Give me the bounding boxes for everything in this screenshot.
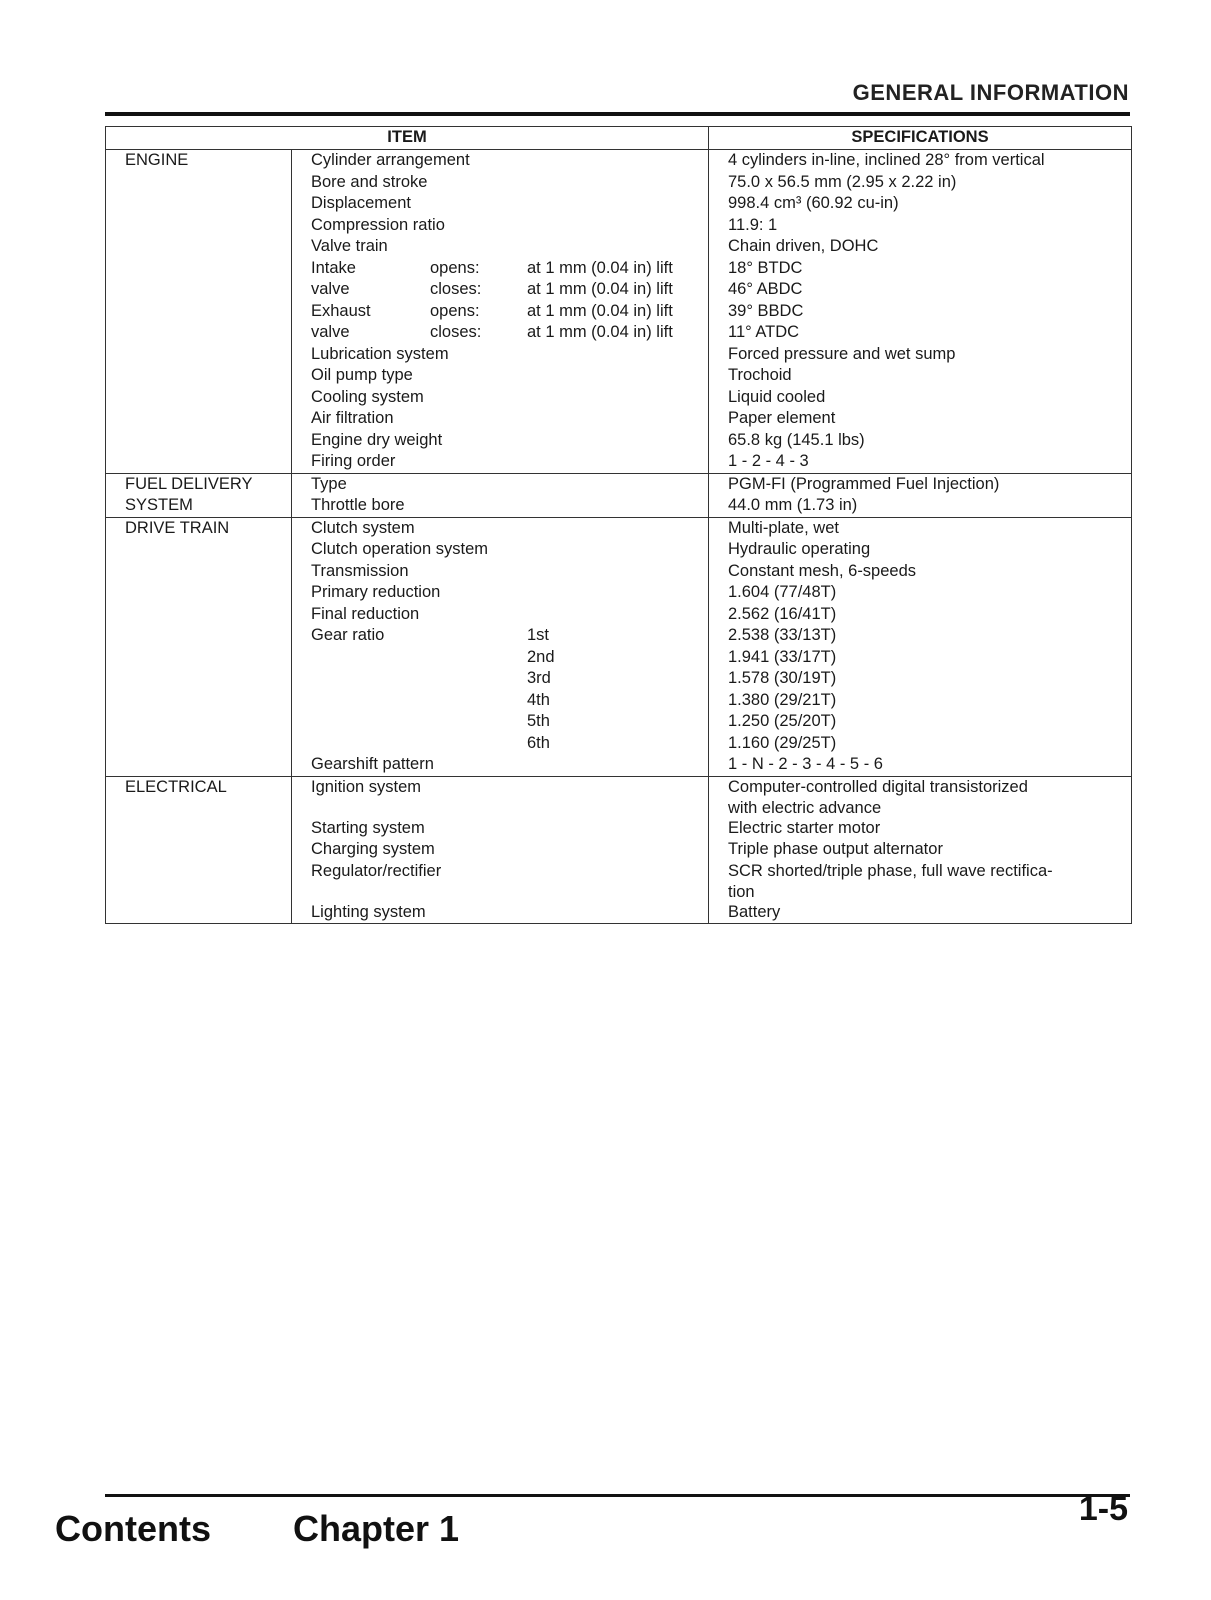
specifications-table bbox=[105, 126, 1132, 924]
footer-rule bbox=[105, 1494, 1130, 1497]
item-label: Lighting system bbox=[311, 902, 426, 921]
spec-value: Multi-plate, wet bbox=[728, 518, 839, 537]
section-engine bbox=[106, 150, 1131, 474]
item-label: Displacement bbox=[311, 194, 411, 212]
spec-value: Battery bbox=[728, 902, 781, 921]
item-label: Lubrication system bbox=[311, 344, 449, 363]
section-name-line: FUEL DELIVERY bbox=[125, 474, 253, 493]
item-label: Final reduction bbox=[311, 604, 420, 623]
section-fuel-delivery bbox=[106, 474, 1131, 518]
spec-value: Triple phase output alternator bbox=[728, 840, 943, 858]
item-sublabel: opens: bbox=[430, 301, 480, 320]
spec-value bbox=[728, 861, 1111, 902]
item-label: Compression ratio bbox=[311, 215, 445, 234]
spec-value: Trochoid bbox=[728, 366, 792, 384]
spec-value: 65.8 kg (145.1 lbs) bbox=[728, 430, 865, 449]
spec-value: 11° ATDC bbox=[728, 323, 800, 341]
item-condition: at 1 mm (0.04 in) lift bbox=[527, 258, 673, 277]
section-name: ENGINE bbox=[106, 150, 292, 473]
page-section-title: GENERAL INFORMATION bbox=[852, 80, 1129, 105]
spec-value: 1.604 (77/48T) bbox=[728, 583, 837, 601]
spec-value: Forced pressure and wet sump bbox=[728, 344, 956, 363]
item-row-gear-4 bbox=[311, 690, 708, 712]
section-specs bbox=[709, 777, 1131, 924]
item-label: Gear ratio bbox=[311, 626, 385, 644]
spec-value: 2.562 (16/41T) bbox=[728, 604, 837, 623]
section-electrical bbox=[106, 777, 1131, 924]
gear-label: 6th bbox=[527, 733, 550, 752]
section-specs bbox=[709, 150, 1131, 473]
gear-label: 1st bbox=[527, 626, 550, 644]
spec-value: Hydraulic operating bbox=[728, 540, 871, 558]
item-row-gear-5 bbox=[311, 711, 708, 733]
spec-value-line: Computer-controlled digital transistorized bbox=[728, 777, 1028, 796]
item-label: valve bbox=[311, 323, 350, 341]
item-row-exhaust-open bbox=[311, 301, 708, 323]
gear-label: 3rd bbox=[527, 669, 551, 687]
item-label: Gearshift pattern bbox=[311, 755, 434, 773]
item-label: Throttle bore bbox=[311, 496, 405, 514]
section-items bbox=[292, 777, 709, 924]
gear-label: 5th bbox=[527, 712, 550, 730]
item-label: Primary reduction bbox=[311, 583, 441, 601]
item-label: valve bbox=[311, 280, 350, 298]
item-label: Bore and stroke bbox=[311, 172, 428, 191]
section-drive-train bbox=[106, 518, 1131, 777]
column-header-specifications: SPECIFICATIONS bbox=[851, 128, 989, 146]
spec-value-line: SCR shorted/triple phase, full wave rectifica- bbox=[728, 861, 1053, 880]
spec-value-line: with electric advance bbox=[728, 799, 882, 817]
section-name-line: SYSTEM bbox=[125, 496, 193, 514]
gear-label: 4th bbox=[527, 690, 550, 709]
spec-value: Liquid cooled bbox=[728, 387, 826, 406]
spec-value: PGM-FI (Programmed Fuel Injection) bbox=[728, 474, 1000, 493]
item-label: Starting system bbox=[311, 818, 425, 837]
item-row-gear-6 bbox=[311, 733, 708, 755]
item-label: Charging system bbox=[311, 840, 435, 858]
section-name: DRIVE TRAIN bbox=[106, 518, 292, 776]
spec-value: 1.250 (25/20T) bbox=[728, 712, 837, 730]
item-label: Exhaust bbox=[311, 301, 371, 320]
column-header-item: ITEM bbox=[106, 127, 709, 149]
spec-value bbox=[728, 777, 1111, 818]
item-label: Cooling system bbox=[311, 387, 424, 406]
item-row-gear-1 bbox=[311, 625, 708, 647]
item-label: Oil pump type bbox=[311, 366, 413, 384]
spec-value: 1 - 2 - 4 - 3 bbox=[728, 452, 809, 470]
item-label: Firing order bbox=[311, 452, 396, 470]
table-header-row bbox=[106, 127, 1131, 150]
spec-value: 46° ABDC bbox=[728, 280, 803, 298]
gear-label: 2nd bbox=[527, 647, 555, 666]
item-row-gear-3 bbox=[311, 668, 708, 690]
spec-value: 44.0 mm (1.73 in) bbox=[728, 496, 858, 514]
section-specs bbox=[709, 474, 1131, 517]
spec-value-line: tion bbox=[728, 883, 755, 901]
spec-value: 4 cylinders in-line, inclined 28° from vertical bbox=[728, 151, 1045, 169]
item-label: Air filtration bbox=[311, 409, 394, 427]
spec-value: Constant mesh, 6-speeds bbox=[728, 561, 917, 580]
item-label: Intake bbox=[311, 258, 356, 277]
page-number: 1-5 bbox=[1078, 1490, 1128, 1528]
item-label: Cylinder arrangement bbox=[311, 151, 470, 169]
section-specs bbox=[709, 518, 1131, 776]
spec-value: 2.538 (33/13T) bbox=[728, 626, 837, 644]
section-items bbox=[292, 518, 709, 776]
section-items bbox=[292, 474, 709, 517]
item-label: Engine dry weight bbox=[311, 430, 443, 449]
item-condition: at 1 mm (0.04 in) lift bbox=[527, 280, 673, 298]
spec-value: 1.941 (33/17T) bbox=[728, 647, 837, 666]
spec-value: 18° BTDC bbox=[728, 258, 803, 277]
spec-value: 1.380 (29/21T) bbox=[728, 690, 837, 709]
item-row-exhaust-close bbox=[311, 322, 708, 344]
spec-value: 11.9: 1 bbox=[728, 215, 778, 234]
spec-value: 1 - N - 2 - 3 - 4 - 5 - 6 bbox=[728, 755, 883, 773]
chapter-link[interactable]: Chapter 1 bbox=[293, 1508, 460, 1549]
item-condition: at 1 mm (0.04 in) lift bbox=[527, 301, 673, 320]
item-label: Ignition system bbox=[311, 777, 422, 796]
item-sublabel: closes: bbox=[430, 280, 482, 298]
item-label: Valve train bbox=[311, 237, 388, 255]
item-sublabel: closes: bbox=[430, 323, 482, 341]
spec-value: 998.4 cm³ (60.92 cu-in) bbox=[728, 194, 899, 212]
item-label: Transmission bbox=[311, 561, 409, 580]
header-rule bbox=[105, 112, 1130, 116]
item-label: Type bbox=[311, 474, 347, 493]
contents-link[interactable]: Contents bbox=[55, 1508, 211, 1549]
item-label: Clutch operation system bbox=[311, 540, 488, 558]
item-row-gear-2 bbox=[311, 647, 708, 669]
spec-value: Electric starter motor bbox=[728, 818, 881, 837]
spec-value: 75.0 x 56.5 mm (2.95 x 2.22 in) bbox=[728, 172, 957, 191]
spec-value: Paper element bbox=[728, 409, 836, 427]
spec-value: Chain driven, DOHC bbox=[728, 237, 879, 255]
item-sublabel: opens: bbox=[430, 258, 480, 277]
item-label: Regulator/rectifier bbox=[311, 861, 442, 880]
item-condition: at 1 mm (0.04 in) lift bbox=[527, 323, 673, 341]
spec-value: 39° BBDC bbox=[728, 301, 804, 320]
spec-value: 1.578 (30/19T) bbox=[728, 669, 837, 687]
section-name bbox=[106, 474, 292, 517]
section-name: ELECTRICAL bbox=[106, 777, 292, 924]
item-label: Clutch system bbox=[311, 518, 415, 537]
section-items bbox=[292, 150, 709, 473]
item-row-intake-close bbox=[311, 279, 708, 301]
item-row-intake-open bbox=[311, 258, 708, 280]
spec-value: 1.160 (29/25T) bbox=[728, 733, 837, 752]
